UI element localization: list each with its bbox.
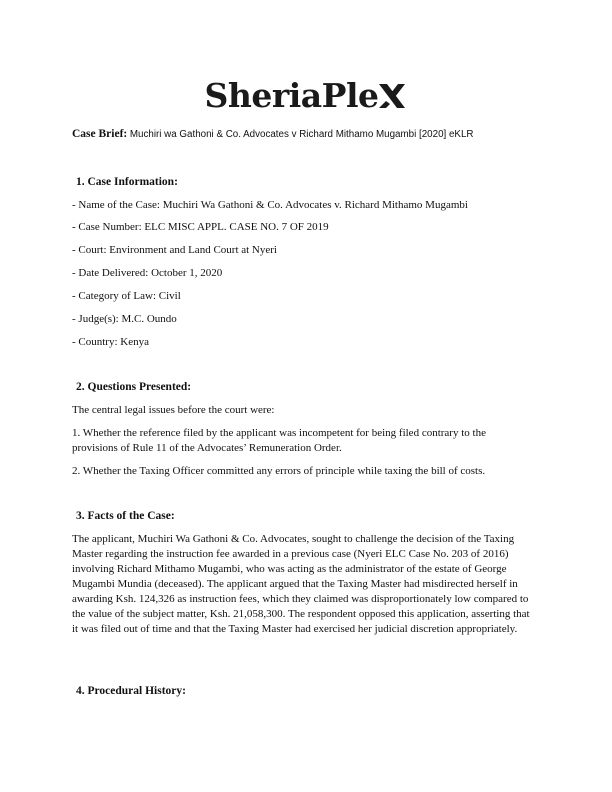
case-brief-label: Case Brief:: [72, 128, 128, 140]
sheriaplex-logo: [0, 76, 612, 115]
case-brief-title: Muchiri wa Gathoni & Co. Advocates v Richard Mithamo Mugambi [2020] eKLR: [129, 129, 474, 140]
case-info-number: - Case Number: ELC MISC APPL. CASE NO. 7 OF 2019: [72, 221, 329, 233]
section-heading-questions: 2. Questions Presented:: [76, 381, 192, 393]
case-info-judges: - Judge(s): M.C. Oundo: [72, 313, 177, 325]
case-info-country: - Country: Kenya: [72, 336, 149, 348]
case-info-category: - Category of Law: Civil: [72, 290, 181, 302]
logo-wordmark: SheriaPle: [204, 76, 379, 115]
case-brief-line: [72, 128, 473, 140]
section-heading-case-information: 1. Case Information:: [76, 176, 178, 188]
section-heading-facts: 3. Facts of the Case:: [76, 510, 175, 522]
facts-paragraph: The applicant, Muchiri Wa Gathoni & Co. Advocates, sought to challenge the decision of the Taxing Master regarding the instruction fee awarded in a previous case (Nyeri ELC Case No. 203 of 2016) involving Richard Mithamo Mugambi, who was acting as the administrator of the estate of George Mugambi Mundia (deceased). The applicant argued that the Taxing Master had misdirected herself in awarding Ksh. 124,326 as instruction fees, which they claimed was disproportionately low compared to the value of the subject matter, Ksh. 21,058,300. The respondent opposed this application, asserting that it was filed out of time and that the Taxing Master had exercised her judicial discretion appropriately.: [72, 533, 530, 635]
case-info-date: - Date Delivered: October 1, 2020: [72, 267, 223, 279]
section-heading-procedural-history: 4. Procedural History:: [76, 685, 186, 697]
question-item-1: 1. Whether the reference filed by the applicant was incompetent for being filed contrary to the provisions of Rule 11 of the Advocates’ Remuneration Order.: [72, 427, 486, 454]
case-info-name: - Name of the Case: Muchiri Wa Gathoni & Co. Advocates v. Richard Mithamo Mugambi: [72, 199, 468, 211]
question-item-2: 2. Whether the Taxing Officer committed any errors of principle while taxing the bill of costs.: [72, 465, 486, 477]
logo-x-icon: [377, 81, 407, 111]
questions-intro: The central legal issues before the court were:: [72, 404, 275, 416]
case-info-court: - Court: Environment and Land Court at Nyeri: [72, 244, 277, 256]
